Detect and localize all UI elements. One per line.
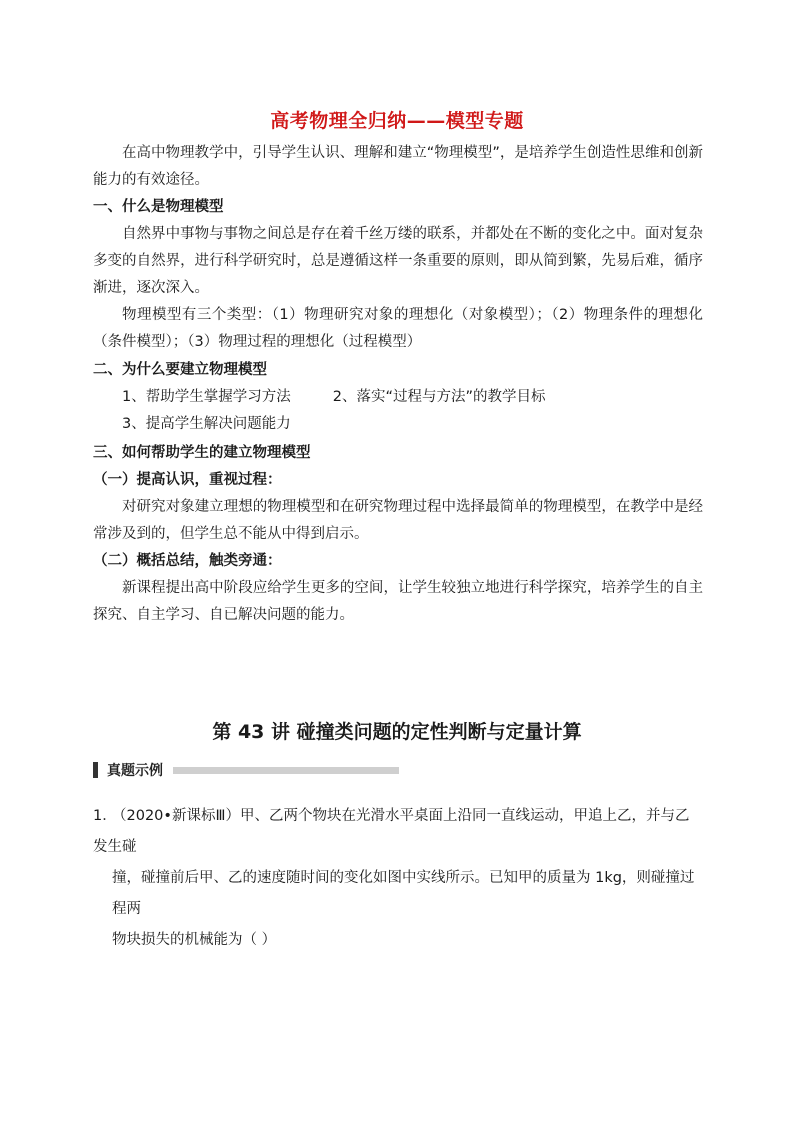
question-1-line-3: 物块损失的机械能为（ ） xyxy=(112,932,277,948)
intro-block xyxy=(93,140,703,194)
section-3-sub-2: （二）概括总结，触类旁通： xyxy=(93,553,282,569)
section-2-items-row xyxy=(93,384,703,411)
section-2-heading: 二、为什么要建立物理模型 xyxy=(93,362,267,378)
section-1-heading: 一、什么是物理模型 xyxy=(93,199,224,215)
section-3-sub-1: （一）提高认识，重视过程： xyxy=(93,472,282,488)
section-3 xyxy=(93,440,703,629)
question-number: 1． xyxy=(93,808,117,824)
section-bar-rule xyxy=(173,767,399,774)
section-2 xyxy=(93,357,703,438)
section-1-paragraph-1: 自然界中事物与事物之间总是存在着千丝万缕的联系，并都处在不断的变化之中。面对复杂多变的自然界，进行科学研究时，总是遵循这样一条重要的原则，即从简到繁，先易后难，循序渐进，逐次深入。 xyxy=(93,226,703,296)
intro-paragraph: 在高中物理教学中，引导学生认识、理解和建立“物理模型”，是培养学生创造性思维和创新能力的有效途径。 xyxy=(93,145,703,188)
section-bar xyxy=(93,762,399,778)
question-1 xyxy=(93,801,703,956)
lecture-title: 第 43 讲 碰撞类问题的定性判断与定量计算 xyxy=(212,721,582,743)
section-2-item-1: 1、帮助学生掌握学习方法 xyxy=(122,389,291,405)
question-1-line-1 xyxy=(93,801,703,863)
section-1 xyxy=(93,194,703,356)
section-bar-label: 真题示例 xyxy=(107,763,163,779)
section-3-sub-1-paragraph: 对研究对象建立理想的物理模型和在研究物理过程中选择最简单的物理模型，在教学中是经常涉及到的，但学生总不能从中得到启示。 xyxy=(93,499,703,542)
section-1-paragraph-2: 物理模型有三个类型：（1）物理研究对象的理想化（对象模型）；（2）物理条件的理想化（条件模型）；（3）物理过程的理想化（过程模型） xyxy=(93,307,703,350)
section-2-item-3: 3、提高学生解决问题能力 xyxy=(122,416,291,432)
section-2-item-2: 2、落实“过程与方法”的教学目标 xyxy=(332,389,546,405)
question-text-1: （2020•新课标Ⅲ）甲、乙两个物块在光滑水平桌面上沿同一直线运动，甲追上乙，并与乙发生碰 xyxy=(93,808,690,855)
document-title: 高考物理全归纳——模型专题 xyxy=(270,110,524,132)
section-3-sub-2-paragraph: 新课程提出高中阶段应给学生更多的空间，让学生较独立地进行科学探究，培养学生的自主探究、自主学习、自已解决问题的能力。 xyxy=(93,580,703,623)
section-bar-marker xyxy=(93,762,98,778)
section-3-heading: 三、如何帮助学生的建立物理模型 xyxy=(93,445,311,461)
question-1-line-2: 撞，碰撞前后甲、乙的速度随时间的变化如图中实线所示。已知甲的质量为 1kg，则碰撞过程两 xyxy=(112,870,695,917)
